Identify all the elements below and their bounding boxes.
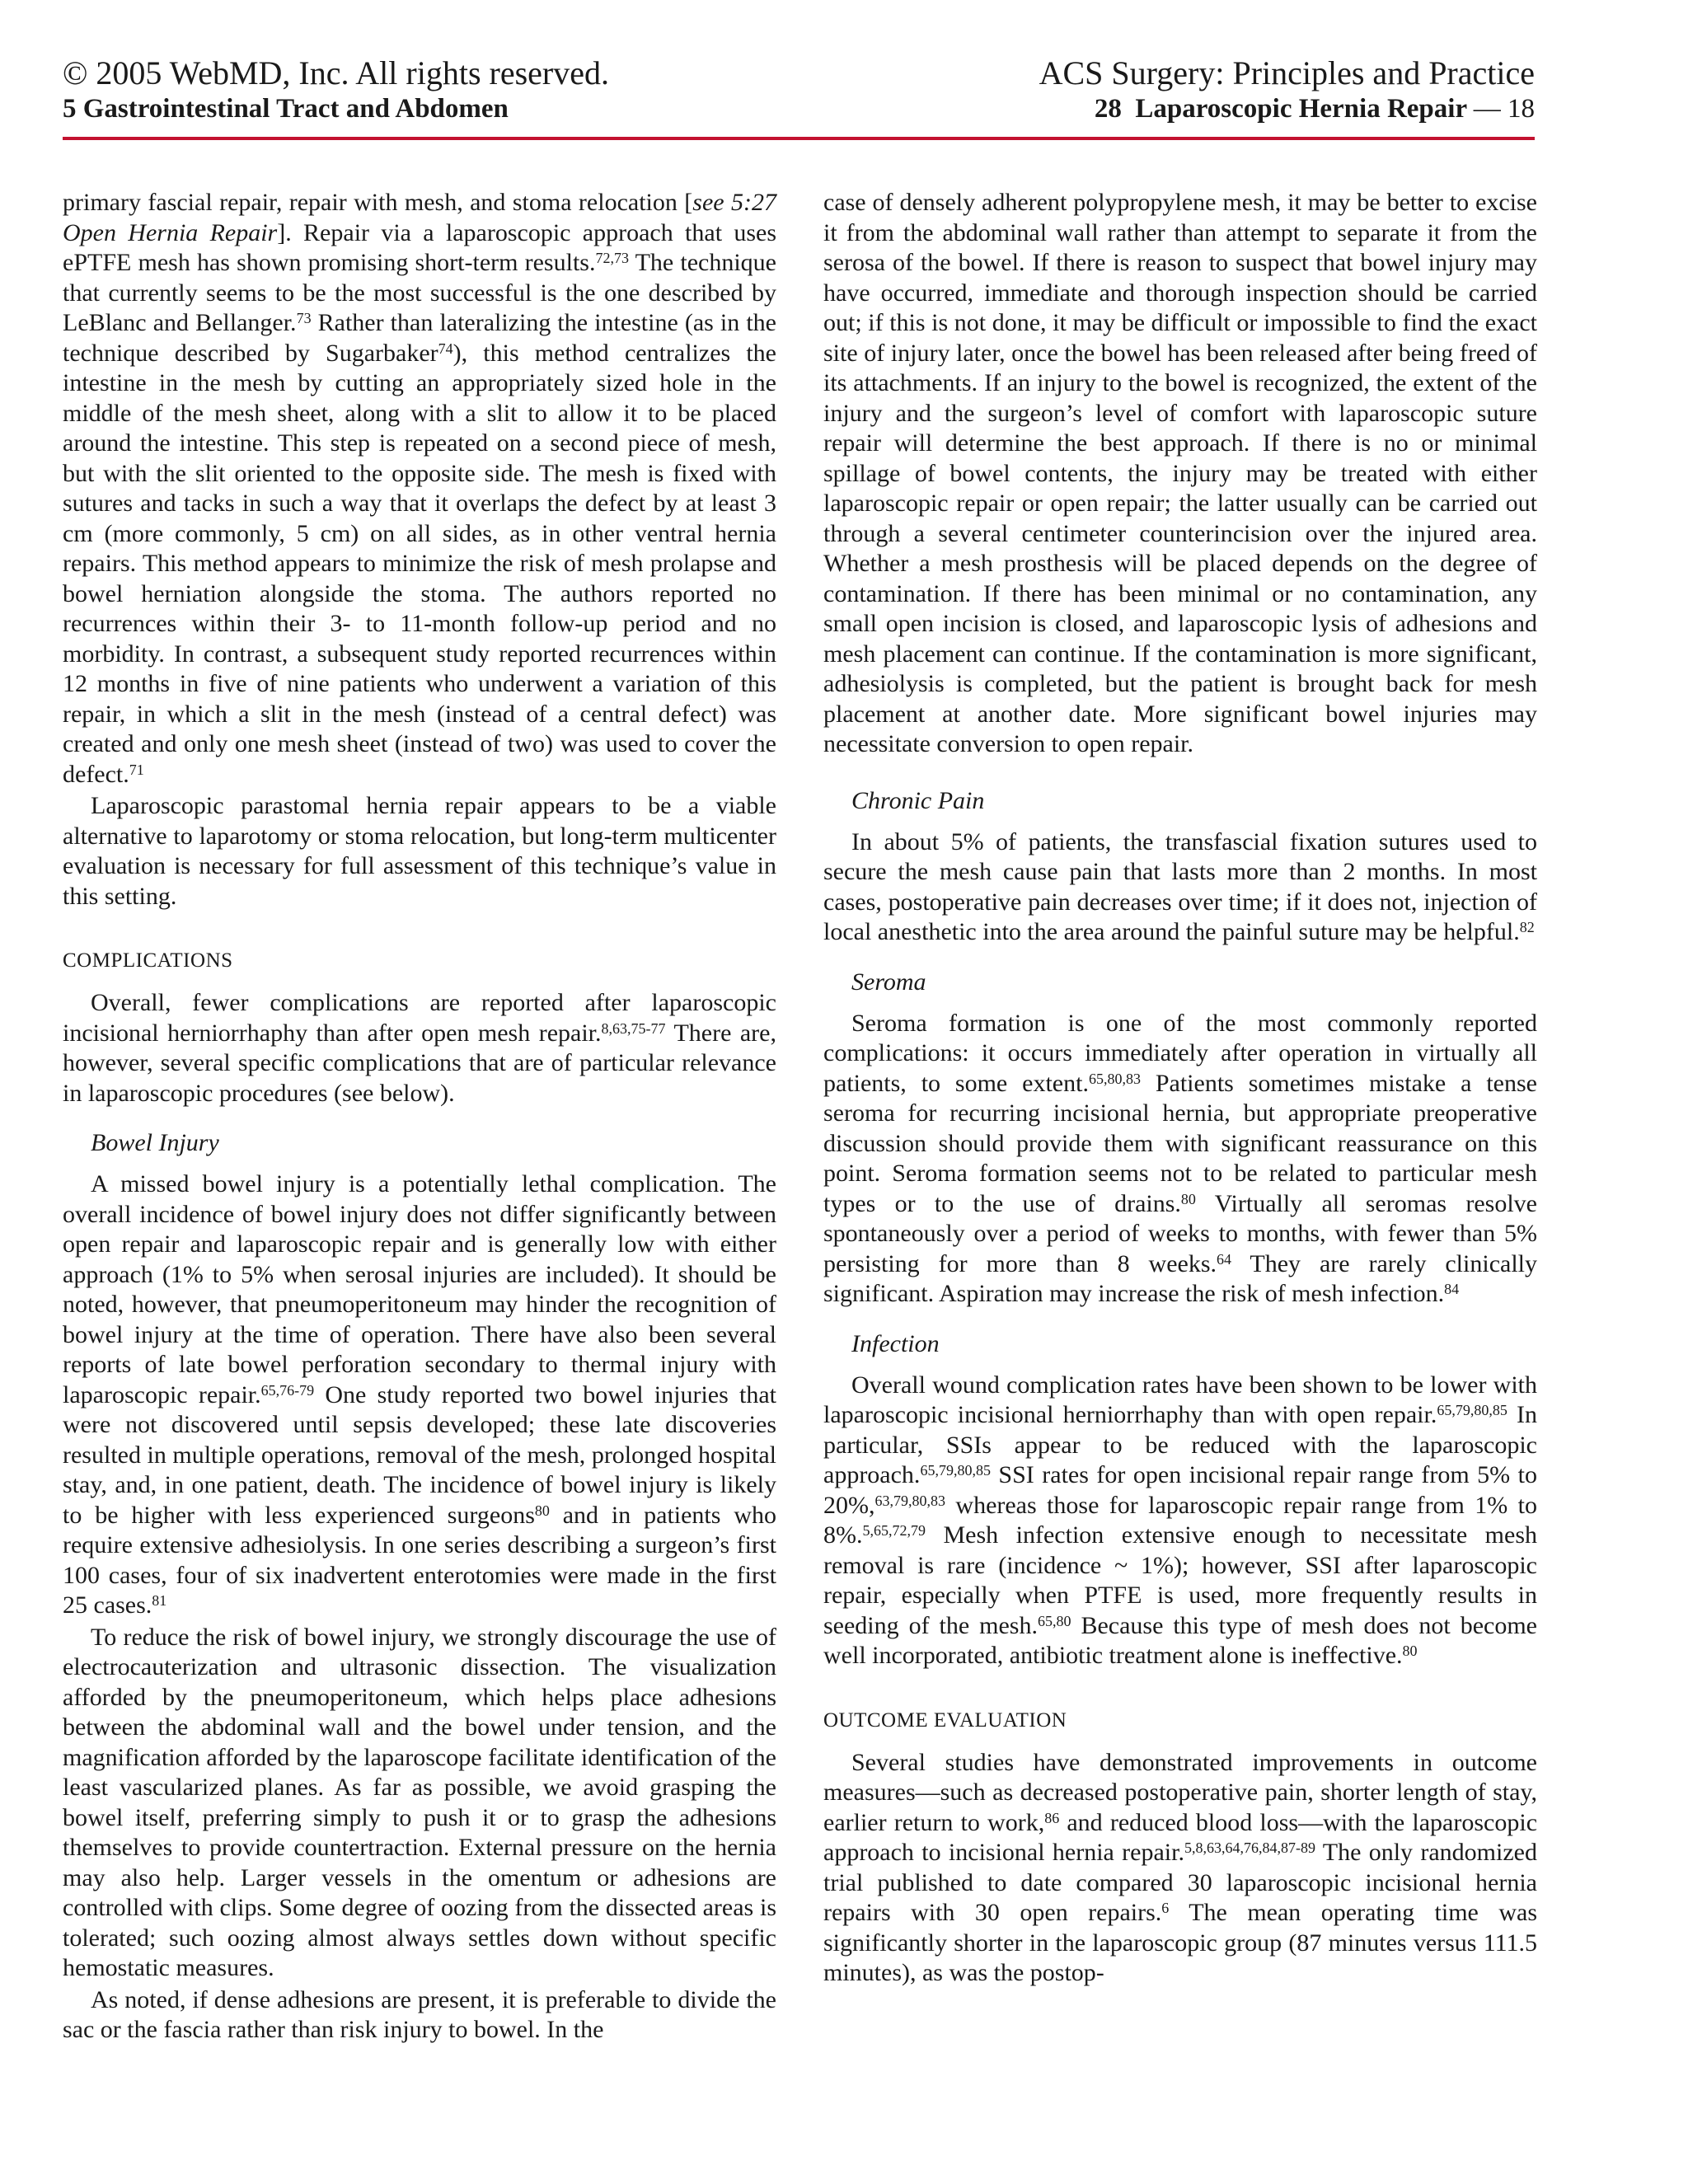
heading-chronic-pain: Chronic Pain (851, 786, 985, 814)
citation: 86 (1044, 1809, 1060, 1826)
citation: 5,65,72,79 (862, 1522, 926, 1539)
right-column (823, 188, 1537, 1989)
citation: 5,8,63,64,76,84,87-89 (1184, 1840, 1315, 1856)
citation: 74 (438, 340, 453, 357)
paragraph-infection: Overall wound complication rates have been shown to be lower with laparoscopic incisional herniorrhaphy than with open repair.$^{65,79,80,85}$ In particular, SSIs appear to be reduced with the laparoscopic approach.$^{65,79,80,85}$ SSI rates for open incisional repair range from 5% to 20%,$^{63,79,80,83}$ whereas those for laparoscopic repair range from 1% to 8%.$^{5,65,72,79}$ Mesh infection extensive enough to necessitate mesh removal is rare (incidence ~ 1%); however, SSI after laparoscopic repair, especially when PTFE is used, more frequently results in seeding of the mesh.$^{65,80}$ Because this type of mesh does not become well incorporated, antibiotic treatment alone is ineffective.$^{80}$ (823, 1371, 1537, 1669)
chapter-title: Laparoscopic Hernia Repair (1135, 94, 1467, 124)
chapter-number: 28 (1094, 94, 1122, 124)
heading-infection: Infection (851, 1329, 940, 1357)
citation: 71 (129, 761, 144, 778)
citation: 64 (1217, 1250, 1232, 1268)
citation: 65,80 (1037, 1612, 1071, 1629)
citation: 80 (1402, 1643, 1418, 1659)
citation: 82 (1519, 919, 1535, 935)
citation: 8,63,75-77 (601, 1019, 666, 1037)
citation: 81 (152, 1592, 167, 1609)
paragraph-seroma: Seroma formation is one of the most commonly reported complications: it occurs immediately after operation in virtually all patients, to some extent.$^{65,80,83}$ Patients sometimes mistake a tense seroma for recurring incisional hernia, but appropriate preoperative discussion should provide them with significant reassurance on this point. Seroma formation seems not to be related to particular mesh types or to the use of drains.$^{80}$ Virtually all seromas resolve spontaneously over a period of weeks to months, with fewer than 5% persisting for more than 8 weeks.$^{64}$ They are rarely clinically significant. Aspiration may increase the risk of mesh infection.$^{84}$ (823, 1009, 1537, 1307)
paragraph-bowel-injury-continued: case of densely adherent polypropylene mesh, it may be better to excise it from the abdominal wall rather than attempt to separate it from the serosa of the bowel. If there is reason to suspect that bowel injury may have occurred, immediate and thorough inspection should be carried out; if this is not done, it may be difficult or impossible to find the exact site of injury later, once the bowel has been released after being freed of its attachments. If an injury to the bowel is recognized, the extent of the injury and the surgeon’s level of comfort with laparoscopic suture repair will determine the best approach. If there is no or minimal spillage of bowel contents, the injury may be treated with either laparoscopic repair or open repair; the latter usually can be carried out through a several centimeter counterincision over the injured area. Whether a mesh prosthesis will be placed depends on the degree of contamination. If there has been minimal or no contamination, any small open incision is closed, and laparoscopic lysis of adhesions and mesh placement can continue. If the contamination is more significant, adhesiolysis is completed, but the patient is brought back for mesh placement at another date. More significant bowel injuries may necessitate conversion to open repair. (823, 189, 1537, 757)
paragraph-complications-intro: Overall, fewer complications are reported after laparoscopic incisional herniorrhaphy than after open mesh repair.$^{8,63,75-77}$ There are, however, several specific complications that are of particular relevance in laparoscopic procedures (see below). (63, 989, 776, 1107)
heading-seroma: Seroma (851, 968, 926, 996)
citation: 84 (1444, 1281, 1460, 1297)
citation: 6 (1161, 1900, 1170, 1916)
paragraph-parastomal-summary: Laparoscopic parastomal hernia repair appears to be a viable alternative to laparotomy or stoma relocation, but long-term multicenter evaluation is necessary for full assessment of this technique’s value in this setting. (63, 792, 776, 910)
cross-reference: see 5:27 Open Hernia Repair (63, 189, 776, 246)
paragraph-parastomal-repair: primary fascial repair, repair with mesh, and stoma relocation [see 5:27 Open Hernia Repair]. Repair via a laparoscopic approach that uses ePTFE mesh has shown promising short-term results.$^{72,73}$ The technique that currently seems to be the most successful is the one described by LeBlanc and Bellanger.$^{73}$ Rather than lateralizing the intestine (as in the technique described by Sugarbaker$^{74}$), this method centralizes the intestine in the mesh by cutting an appropriately sized hole in the middle of the mesh sheet, along with a slit to allow it to be placed around the intestine. This step is repeated on a second piece of mesh, but with the slit oriented to the opposite side. The mesh is fixed with sutures and tacks in such a way that it overlaps the defect by at least 3 cm (more commonly, 5 cm) on all sides, as in other ventral hernia repairs. This method appears to minimize the risk of mesh prolapse and bowel herniation alongside the stoma. The authors reported no recurrences within their 3- to 11-month follow-up period and no morbidity. In contrast, a subsequent study reported recurrences within 12 months in five of nine patients who underwent a variation of this repair, in which a slit in the mesh (instead of a central defect) was created and only one mesh sheet (instead of two) was used to cover the defect.$^{71}$ (63, 189, 777, 788)
header-right (1039, 54, 1535, 125)
paragraph-bowel-injury-prevention: To reduce the risk of bowel injury, we strongly discourage the use of electrocauterization and ultrasonic dissection. The visualization afforded by the pneumoperitoneum, which helps place adhesions between the abdominal wall and the bowel under tension, and the magnification afforded by the laparoscope facilitate identification of the least vascularized planes. As far as possible, we avoid grasping the bowel itself, preferring simply to push it or to grasp the adhesions themselves to provide countertraction. External pressure on the hernia may also help. Larger vessels in the omentum or adhesions are controlled with clips. Some degree of oozing from the dissected areas is tolerated; such oozing almost always settles down without specific hemostatic measures. (63, 1623, 776, 1981)
paragraph-dense-adhesions: As noted, if dense adhesions are present, it is preferable to divide the sac or the fascia rather than risk injury to bowel. In the (63, 1985, 776, 2043)
heading-outcome-evaluation: OUTCOME EVALUATION (823, 1708, 1067, 1732)
heading-bowel-injury: Bowel Injury (91, 1129, 219, 1156)
citation: 63,79,80,83 (874, 1492, 945, 1509)
section-label: 5 Gastrointestinal Tract and Abdomen (63, 94, 509, 124)
paragraph-chronic-pain: In about 5% of patients, the transfascial fixation sutures used to secure the mesh cause pain that lasts more than 2 months. In most cases, postoperative pain decreases over time; if it does not, injection of local anesthetic into the area around the painful suture may be helpful.$^{82}$ (823, 827, 1537, 945)
citation: 73 (296, 310, 312, 326)
citation: 65,79,80,85 (1437, 1402, 1507, 1418)
running-header (63, 54, 1535, 140)
citation: 72,73 (595, 250, 629, 266)
citation: 80 (1180, 1190, 1196, 1207)
paragraph-outcome-evaluation: Several studies have demonstrated improvements in outcome measures—such as decreased postoperative pain, shorter length of stay, earlier return to work,$^{86}$ and reduced blood loss—with the laparoscopic approach to incisional hernia repair.$^{5,8,63,64,76,84,87-89}$ The only randomized trial published to date compared 30 laparoscopic incisional hernia repairs with 30 open repairs.$^6$ The mean operating time was significantly shorter in the laparoscopic group (87 minutes versus 111.5 minutes), as was the postop- (823, 1748, 1538, 1986)
citation: 80 (534, 1502, 550, 1519)
citation: 65,79,80,85 (920, 1462, 991, 1479)
citation: 65,80,83 (1088, 1070, 1141, 1087)
book-title: ACS Surgery: Principles and Practice (1039, 54, 1535, 91)
paragraph-bowel-injury: A missed bowel injury is a potentially lethal complication. The overall incidence of bowel injury does not differ significantly between open repair and laparoscopic repair and is generally low with either approach (1% to 5% when serosal injuries are included). It should be noted, however, that pneumoperitoneum may hinder the recognition of bowel injury at the time of operation. There have also been several reports of late bowel perforation secondary to thermal injury with laparoscopic repair.$^{65,76-79}$ One study reported two bowel injuries that were not discovered until sepsis developed; these late discoveries resulted in multiple operations, removal of the mesh, prolonged hospital stay, and, in one patient, death. The incidence of bowel injury is likely to be higher with less experienced surgeons$^{80}$ and in patients who require extensive adhesiolysis. In one series describing a surgeon’s first 100 cases, four of six inadvertent enterotomies were made in the first 25 cases.$^{81}$ (63, 1170, 776, 1619)
page-number: — 18 (1473, 94, 1535, 124)
chapter-line (1039, 92, 1535, 125)
header-left (63, 54, 609, 125)
heading-complications: COMPLICATIONS (63, 949, 233, 972)
left-column (63, 188, 776, 2046)
copyright-notice: © 2005 WebMD, Inc. All rights reserved. (63, 54, 609, 91)
citation: 65,76-79 (260, 1381, 315, 1399)
